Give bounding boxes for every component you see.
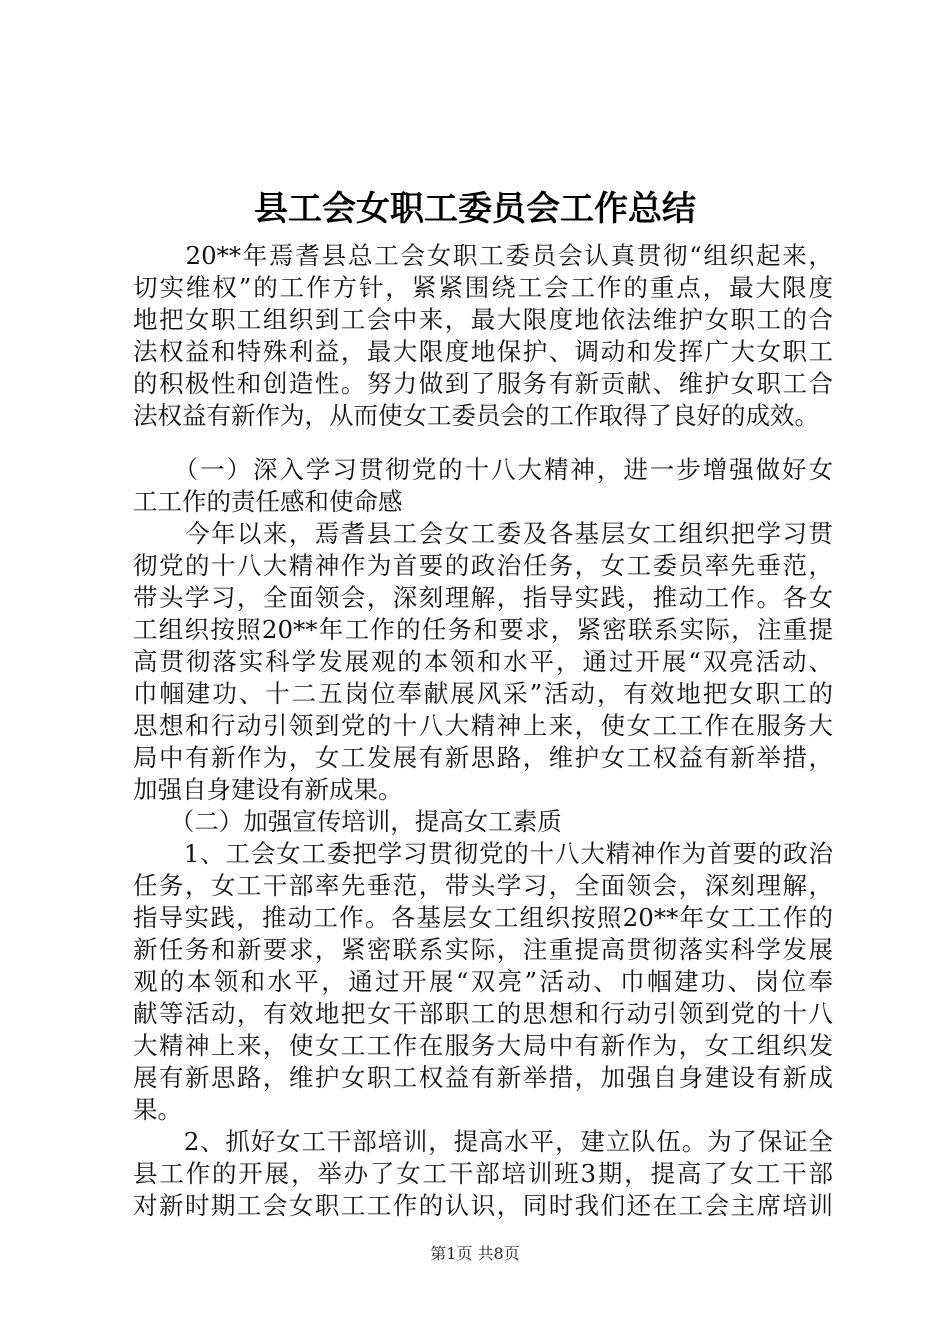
- body-line: 的积极性和创造性。努力做到了服务有新贡献、维护女职工合: [133, 369, 833, 398]
- body-line: 法权益有新作为，从而使女工委员会的工作取得了良好的成效。: [133, 401, 819, 430]
- section-heading-1-cont: 工工作的责任感和使命感: [133, 487, 403, 516]
- body-line: 局中有新作为，女工发展有新思路，维护女工权益有新举措，: [133, 743, 833, 772]
- body-line: 指导实践，推动工作。各基层女工组织按照20**年女工工作的: [133, 903, 833, 932]
- body-line: 法权益和特殊利益，最大限度地保护、调动和发挥广大女职工: [133, 337, 833, 366]
- body-line: 对新时期工会女职工工作的认识，同时我们还在工会主席培训: [133, 1191, 833, 1220]
- body-line: 加强自身建设有新成果。: [133, 775, 403, 804]
- page-number-footer: 第1页 共8页: [430, 1244, 520, 1263]
- body-line: 任务，女工干部率先垂范，带头学习，全面领会，深刻理解，: [133, 871, 833, 900]
- document-title: 县工会女职工委员会工作总结: [254, 189, 696, 229]
- body-line: 新任务和新要求，紧密联系实际，注重提高贯彻落实科学发展: [133, 935, 833, 964]
- section-heading-2: （二）加强宣传培训，提高女工素质: [133, 807, 562, 836]
- body-line: 观的本领和水平，通过开展“双亮”活动、巾帼建功、岗位奉: [133, 967, 833, 996]
- body-line: 大精神上来，使女工工作在服务大局中有新作为，女工组织发: [133, 1031, 833, 1060]
- body-line: 1、工会女工委把学习贯彻党的十八大精神作为首要的政治: [133, 839, 833, 868]
- body-line: 果。: [133, 1095, 182, 1124]
- body-line: 工组织按照20**年工作的任务和要求，紧密联系实际，注重提: [133, 615, 833, 644]
- body-line: 县工作的开展，举办了女工干部培训班3期，提高了女工干部: [133, 1159, 833, 1188]
- body-line: 带头学习，全面领会，深刻理解，指导实践，推动工作。各女: [133, 583, 833, 612]
- section-heading-1: （一）深入学习贯彻党的十八大精神，进一步增强做好女: [133, 455, 833, 484]
- body-line: 地把女职工组织到工会中来，最大限度地依法维护女职工的合: [133, 305, 833, 334]
- body-line: 彻党的十八大精神作为首要的政治任务，女工委员率先垂范，: [133, 551, 833, 580]
- body-line: 2、抓好女工干部培训，提高水平，建立队伍。为了保证全: [133, 1127, 833, 1156]
- body-line: 思想和行动引领到党的十八大精神上来，使女工工作在服务大: [133, 711, 833, 740]
- body-line: 切实维权”的工作方针，紧紧围绕工会工作的重点，最大限度: [133, 273, 833, 302]
- body-line: 献等活动，有效地把女干部职工的思想和行动引领到党的十八: [133, 999, 833, 1028]
- body-line: 今年以来，焉耆县工会女工委及各基层女工组织把学习贯: [133, 519, 833, 548]
- body-line: 巾帼建功、十二五岗位奉献展风采”活动，有效地把女职工的: [133, 679, 833, 708]
- body-line: 高贯彻落实科学发展观的本领和水平，通过开展“双亮活动、: [133, 647, 833, 676]
- body-line: 展有新思路，维护女职工权益有新举措，加强自身建设有新成: [133, 1063, 833, 1092]
- body-line: 20**年焉耆县总工会女职工委员会认真贯彻“组织起来，: [133, 241, 833, 270]
